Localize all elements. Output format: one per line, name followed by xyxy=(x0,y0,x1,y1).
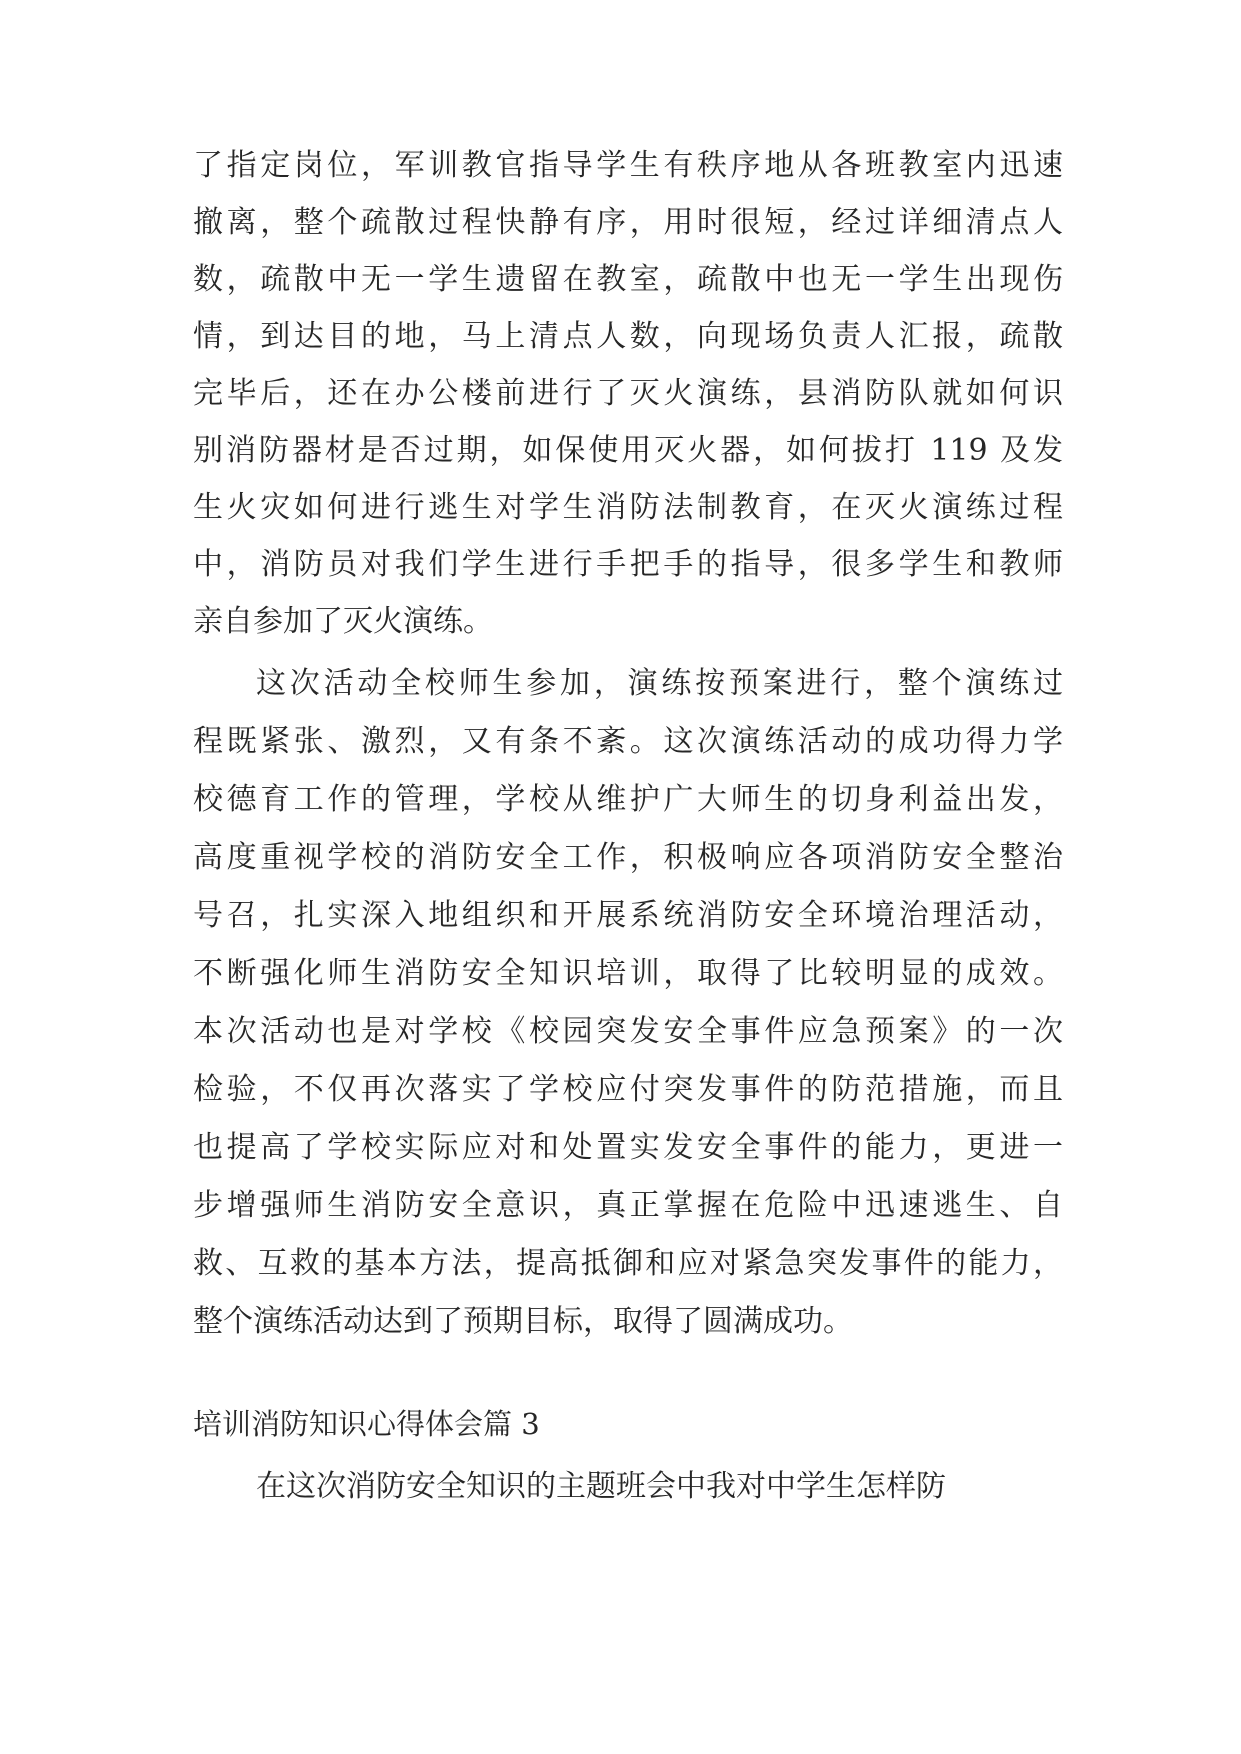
paragraph-2-line: 步增强师生消防安全意识，真正掌握在危险中迅速逃生、自 xyxy=(193,1188,1063,1223)
paragraph-1-line: 亲自参加了灭火演练。 xyxy=(193,604,493,639)
paragraph-2-line: 这次活动全校师生参加，演练按预案进行，整个演练过 xyxy=(256,666,1063,701)
paragraph-2-line: 整个演练活动达到了预期目标，取得了圆满成功。 xyxy=(193,1304,853,1339)
paragraph-1-line: 生火灾如何进行逃生对学生消防法制教育，在灭火演练过程 xyxy=(193,490,1063,525)
paragraph-1-line: 完毕后，还在办公楼前进行了灭火演练，县消防队就如何识 xyxy=(193,376,1063,411)
paragraph-1-line: 了指定岗位，军训教官指导学生有秩序地从各班教室内迅速 xyxy=(193,148,1063,183)
paragraph-2-line: 程既紧张、激烈，又有条不紊。这次演练活动的成功得力学 xyxy=(193,724,1063,759)
paragraph-1-line: 数，疏散中无一学生遗留在教室，疏散中也无一学生出现伤 xyxy=(193,262,1063,297)
paragraph-1-line: 别消防器材是否过期，如保使用灭火器，如何拔打 119 及发 xyxy=(193,433,1063,468)
paragraph-2-line: 不断强化师生消防安全知识培训，取得了比较明显的成效。 xyxy=(193,956,1063,991)
paragraph-3-line: 在这次消防安全知识的主题班会中我对中学生怎样防 xyxy=(256,1469,946,1504)
paragraph-2-line: 也提高了学校实际应对和处置实发安全事件的能力，更进一 xyxy=(193,1130,1063,1165)
paragraph-2-line: 高度重视学校的消防安全工作，积极响应各项消防安全整治 xyxy=(193,840,1063,875)
paragraph-2-line: 救、互救的基本方法，提高抵御和应对紧急突发事件的能力， xyxy=(193,1246,1063,1281)
paragraph-1-line: 撤离，整个疏散过程快静有序，用时很短，经过详细清点人 xyxy=(193,205,1063,240)
paragraph-1-line: 情，到达目的地，马上清点人数，向现场负责人汇报，疏散 xyxy=(193,319,1063,354)
paragraph-1-line: 中，消防员对我们学生进行手把手的指导，很多学生和教师 xyxy=(193,547,1063,582)
paragraph-2-line: 检验，不仅再次落实了学校应付突发事件的防范措施，而且 xyxy=(193,1072,1063,1107)
section-heading: 培训消防知识心得体会篇 3 xyxy=(193,1407,540,1441)
paragraph-2-line: 校德育工作的管理，学校从维护广大师生的切身利益出发， xyxy=(193,782,1063,817)
paragraph-2-line: 本次活动也是对学校《校园突发安全事件应急预案》的一次 xyxy=(193,1014,1063,1049)
paragraph-2-line: 号召，扎实深入地组织和开展系统消防安全环境治理活动， xyxy=(193,898,1063,933)
